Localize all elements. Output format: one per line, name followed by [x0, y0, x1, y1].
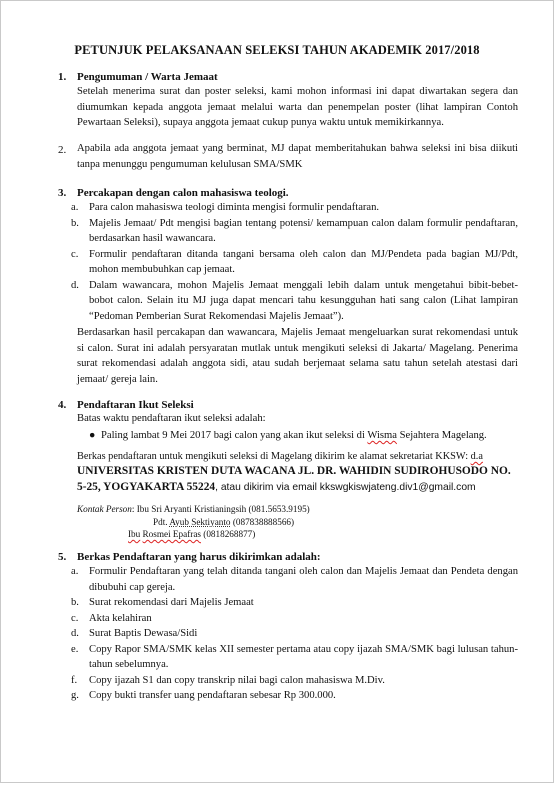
section-1-heading: Pengumuman / Warta Jemaat: [77, 71, 218, 83]
section-5-list: [71, 564, 518, 704]
list-item: e. Copy Rapor SMA/SMK kelas XII semester pertama atau copy ijazah SMA/SMK bagi lulusan tahun-tahun sebelumnya.: [71, 643, 518, 670]
section-4-number: 4.: [58, 399, 67, 411]
contact-person-1: Kontak Person: Ibu Sri Aryanti Kristianingsih (081.5653.9195): [77, 504, 310, 514]
list-item: b. Majelis Jemaat/ Pdt mengisi bagian tentang potensi/ kemampuan calon dalam formulir pendaftaran, berdasarkan hasil wawancara.: [71, 217, 518, 244]
list-item: c. Formulir pendaftaran ditanda tangani bersama oleh calon dan MJ/Pendeta pada bagian MJ/Pdt, mohon membubuhkan cap jemaat.: [71, 248, 518, 275]
bullet-dot-icon: ●: [89, 430, 96, 441]
section-4-intro: Batas waktu pendaftaran ikut seleksi adalah:: [77, 413, 266, 424]
section-5-number: 5.: [58, 551, 67, 563]
list-item: a. Para calon mahasiswa teologi diminta mengisi formulir pendaftaran.: [71, 202, 380, 213]
section-3-number: 3.: [58, 187, 67, 199]
section-3-closing: Berdasarkan hasil percakapan dan wawancara, Majelis Jemaat mengeluarkan surat rekomendasi untuk si calon. Surat ini adalah persyaratan mutlak untuk mengikuti seleksi di Jakarta/ Magelang. Penerima surat rekomendasi adalah anggota sidi, atau sudah berjemaat selama satu tahun setelah atestasi dari jemaat/ gereja lain.: [77, 327, 518, 385]
section-1-body: Setelah menerima surat dan poster seleksi, kami mohon informasi ini dapat diwartakan segera dan diumumkan kepada anggota jemaat melalui warta dan penempelan poster (lihat lampiran Contoh Pewartaan Seleksi), supaya anggota jemaat cukup punya waktu untuk memikirkannya.: [77, 86, 518, 128]
section-4-send-note: Berkas pendaftaran untuk mengikuti seleksi di Magelang dikirim ke alamat sekretariat KKSW: d.a: [77, 451, 483, 462]
section-3-heading: Percakapan dengan calon mahasiswa teologi.: [77, 187, 289, 199]
section-2-body: Apabila ada anggota jemaat yang berminat, MJ dapat memberitahukan bahwa seleksi ini bisa diikuti tanpa menunggu pengumuman kelulusan SMA/SMK: [77, 143, 518, 170]
section-4-address: UNIVERSITAS KRISTEN DUTA WACANA JL. DR. WAHIDIN SUDIROHUSODO NO. 5-25, YOGYAKARTA 55224, atau dikirim via email kkswgkiswjateng.div1@gmail.com: [77, 465, 511, 493]
contact-person-3: Ibu Rosmei Epafras (0818268877): [128, 529, 256, 539]
document-page: PETUNJUK PELAKSANAAN SELEKSI TAHUN AKADEMIK 2017/2018 1. Pengumuman / Warta Jemaat Setelah menerima surat dan poster seleksi, kami mohon informasi ini dapat diwartakan segera dan diumumkan kepada anggota jemaat melalui warta dan penempelan poster (lihat lampiran Contoh Pewartaan Seleksi), supaya anggota jemaat cukup punya waktu untuk memikirkannya. 2. Apabila ada anggota jemaat yang berminat, MJ dapat memberitahukan bahwa seleksi ini bisa diikuti tanpa menunggu pengumuman kelulusan SMA/SMK 3. Percakapan dengan calon mahasiswa teologi. a. Para calon mahasiswa teologi diminta mengisi formulir pendaftaran. b. Majelis Jemaat/ Pdt mengisi bagian tentang potensi/ kemampuan calon dalam formulir pendaftaran, berdasarkan hasil wawancara. c. Formulir pendaftaran ditanda tangani bersama oleh calon dan MJ/Pendeta pada bagian MJ/Pdt, mohon membubuhkan cap jemaat. d. Dalam wawancara, mohon Majelis Jemaat menggali lebih dalam untuk mengetahui bibit-bebet-bobot calon. Selain itu MJ juga dapat mencari tahu kesungguhan hati sang calon (Lihat lampiran “Pedoman Pemberian Surat Rekomendasi Majelis Jemaat”). Berdasarkan hasil percakapan dan wawancara, Majelis Jemaat mengeluarkan surat rekomendasi untuk si calon. Surat ini adalah persyaratan mutlak untuk mengikuti seleksi di Jakarta/ Magelang. Penerima surat rekomendasi adalah anggota sidi, atau sudah berjemaat selama satu tahun setelah atestasi dari jemaat/ gereja lain. 4. Pendaftaran Ikut Seleksi Batas waktu pendaftaran ikut seleksi adalah: ● Paling lambat 9 Mei 2017 bagi calon yang akan ikut seleksi di Wisma Sejahtera Magelang. Berkas pendaftaran untuk mengikuti seleksi di Magelang dikirim ke alamat sekretariat KKSW: d.a UNIVERSITAS KRISTEN DUTA WACANA JL. DR. WAHIDIN SUDIROHUSODO NO. 5-25, YOGYAKARTA 55224, atau dikirim via email kkswgkiswjateng.div1@gmail.com Kontak Person: Ibu Sri Aryanti Kristianingsih (081.5653.9195) Pdt. Ayub Sektiyanto (087838888566) Ibu Rosmei Epafras (0818268877) 5. Berkas Pendaftaran yang harus dikirimkan adalah: a. Formulir Pendaftaran yang telah ditanda tangani oleh calon dan Majelis Jemaat dan Pendeta dengan dibubuhi cap gereja. b. Surat rekomendasi dari Majelis Jemaat c. Akta kelahiran d. Surat Baptis Dewasa/Sidi e. Copy Rapor SMA/SMK kelas XII semester pertama atau copy ijazah SMA/SMK bagi lulusan tahun-tahun sebelumnya. f. Copy ijazah S1 dan copy transkrip nilai bagi calon mahasiswa M.Div. g. Copy bukti transfer uang pendaftaran sebesar Rp 300.000.: [0, 0, 554, 783]
list-item: f. Copy ijazah S1 dan copy transkrip nilai bagi calon mahasiswa M.Div.: [71, 674, 385, 686]
list-item: b. Surat rekomendasi dari Majelis Jemaat: [71, 597, 254, 608]
contact-person-2: Pdt. Ayub Sektiyanto (087838888566): [153, 517, 295, 527]
list-item: g. Copy bukti transfer uang pendaftaran sebesar Rp 300.000.: [71, 690, 336, 701]
section-4-heading: Pendaftaran Ikut Seleksi: [77, 399, 194, 411]
document-title: PETUNJUK PELAKSANAAN SELEKSI TAHUN AKADEMIK 2017/2018: [74, 43, 480, 57]
section-3-list: [71, 200, 518, 324]
list-item: d. Surat Baptis Dewasa/Sidi: [71, 628, 198, 639]
list-item: a. Formulir Pendaftaran yang telah ditanda tangani oleh calon dan Majelis Jemaat dan Pendeta dengan dibubuhi cap gereja.: [71, 566, 518, 593]
section-1-number: 1.: [58, 71, 67, 83]
section-2-number: 2.: [58, 144, 67, 156]
section-5-heading: Berkas Pendaftaran yang harus dikirimkan adalah:: [77, 551, 321, 563]
list-item: d. Dalam wawancara, mohon Majelis Jemaat menggali lebih dalam untuk mengetahui bibit-bebet-bobot calon. Selain itu MJ juga dapat mencari tahu kesungguhan hati sang calon (Lihat lampiran “Pedoman Pemberian Surat Rekomendasi Majelis Jemaat”).: [71, 279, 518, 322]
list-item: c. Akta kelahiran: [71, 612, 152, 624]
